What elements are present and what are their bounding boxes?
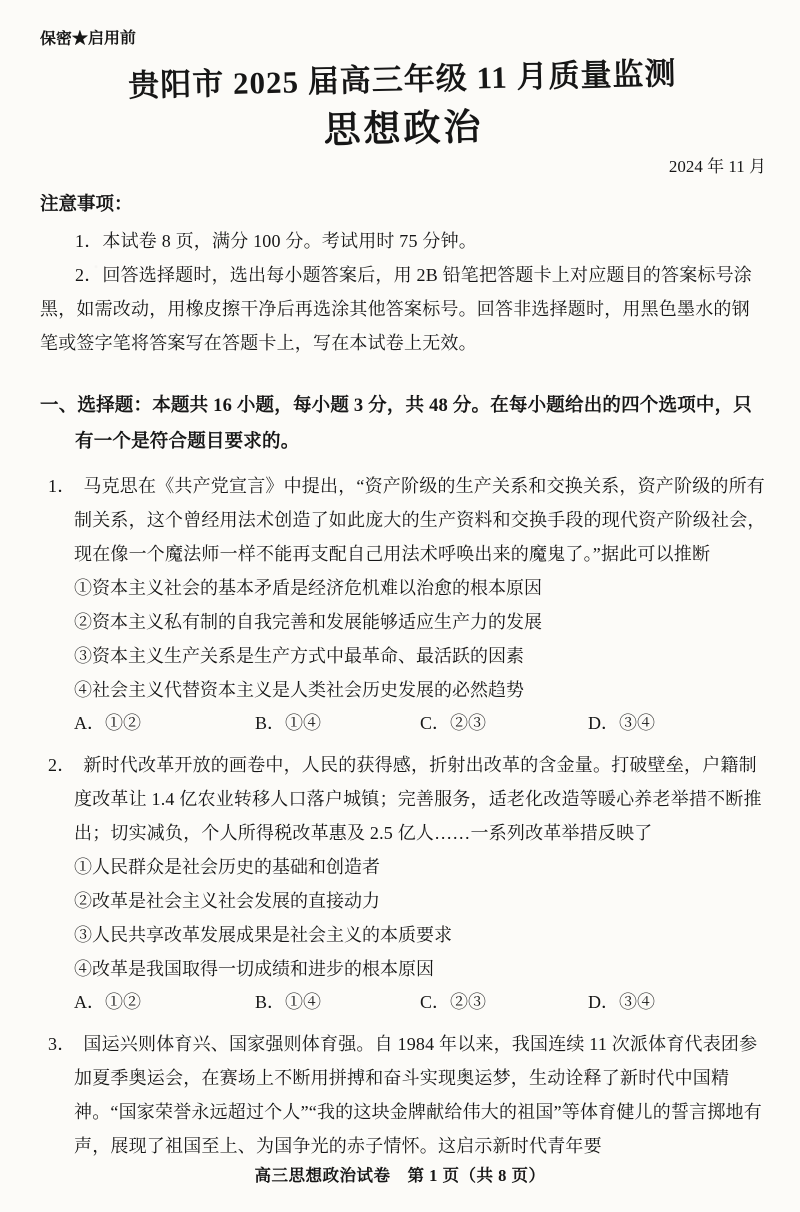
notice-heading: 注意事项： [40,195,133,215]
question-2-item-2: ②改革是社会主义社会发展的直接动力 [74,891,380,911]
question-1-choice-b: B．①④ [255,713,322,733]
question-1-item-1: ①资本主义社会的基本矛盾是经济危机难以治愈的根本原因 [74,578,542,598]
question-3 [40,1027,766,1163]
question-1-text: 马克思在《共产党宣言》中提出，“资产阶级的生产关系和交换关系，资产阶级的所有制关系，这个曾经用法术创造了如此庞大的生产资料和交换手段的现代资产阶级社会，现在像一个魔法师一样不能再支配自己用法术呼唤出来的魔鬼了。”据此可以推断 [74,476,766,564]
question-2-stem [40,748,766,850]
question-2-choice-a: A．①② [74,992,141,1012]
classification-label: 保密★启用前 [39,29,137,48]
question-3-stem [40,1027,766,1163]
question-2-number: 2． [48,755,76,775]
section-heading: 一、选择题：本题共 16 小题，每小题 3 分，共 48 分。在每小题给出的四个选项中，只有一个是符合题目要求的。 [40,396,753,452]
question-3-number: 3． [48,1034,76,1054]
exam-subject: 思想政治 [323,107,484,152]
exam-title: 贵阳市 2025 届高三年级 11 月质量监测 [127,55,677,104]
question-2-choices [40,986,766,1018]
exam-date: 2024 年 11 月 [668,157,766,176]
question-1-item-3: ③资本主义生产关系是生产方式中最革命、最活跃的因素 [74,646,524,666]
question-1-choices [40,707,766,739]
question-2-choice-c: C．②③ [420,992,487,1012]
exam-header [39,50,767,162]
question-2-choice-b: B．①④ [255,992,322,1012]
question-1-stem [40,469,766,571]
question-1-item-2: ②资本主义私有制的自我完善和发展能够适应生产力的发展 [74,612,542,632]
notice-item-1: 1．本试卷 8 页，满分 100 分。考试用时 75 分钟。 [75,231,477,251]
question-1-number: 1． [48,476,76,496]
question-3-text: 国运兴则体育兴、国家强则体育强。自 1984 年以来，我国连续 11 次派体育代表团参加夏季奥运会，在赛场上不断用拼搏和奋斗实现奥运梦，生动诠释了新时代中国精神。“国家荣誉永远超过个人”“我的这块金牌献给伟大的祖国”等体育健儿的誓言掷地有声，展现了祖国至上、为国争光的赤子情怀。这启示新时代青年要 [74,1034,762,1156]
question-2-choice-d: D．③④ [588,992,655,1012]
question-1-choice-a: A．①② [74,713,141,733]
question-2-item-3: ③人民共享改革发展成果是社会主义的本质要求 [74,925,452,945]
question-1 [40,469,766,739]
question-2-item-1: ①人民群众是社会历史的基础和创造者 [74,857,380,877]
question-2 [40,748,766,1018]
notice-item-2: 2．回答选择题时，选出每小题答案后，用 2B 铅笔把答题卡上对应题目的答案标号涂黑，如需改动，用橡皮擦干净后再选涂其他答案标号。回答非选择题时，用黑色墨水的钢笔或签字笔将答案写在答题卡上，写在本试卷上无效。 [40,265,753,353]
question-1-choice-d: D．③④ [588,713,655,733]
question-1-item-4: ④社会主义代替资本主义是人类社会历史发展的必然趋势 [74,680,524,700]
question-1-choice-c: C．②③ [420,713,487,733]
question-2-item-4: ④改革是我国取得一切成绩和进步的根本原因 [74,959,434,979]
question-2-text: 新时代改革开放的画卷中，人民的获得感，折射出改革的含金量。打破壁垒，户籍制度改革让 1.4 亿农业转移人口落户城镇；完善服务，适老化改造等暖心养老举措不断推出；切实减负，个人所得税改革惠及 2.5 亿人……一系列改革举措反映了 [74,755,762,843]
page-footer: 高三思想政治试卷 第 1 页（共 8 页） [254,1166,546,1185]
